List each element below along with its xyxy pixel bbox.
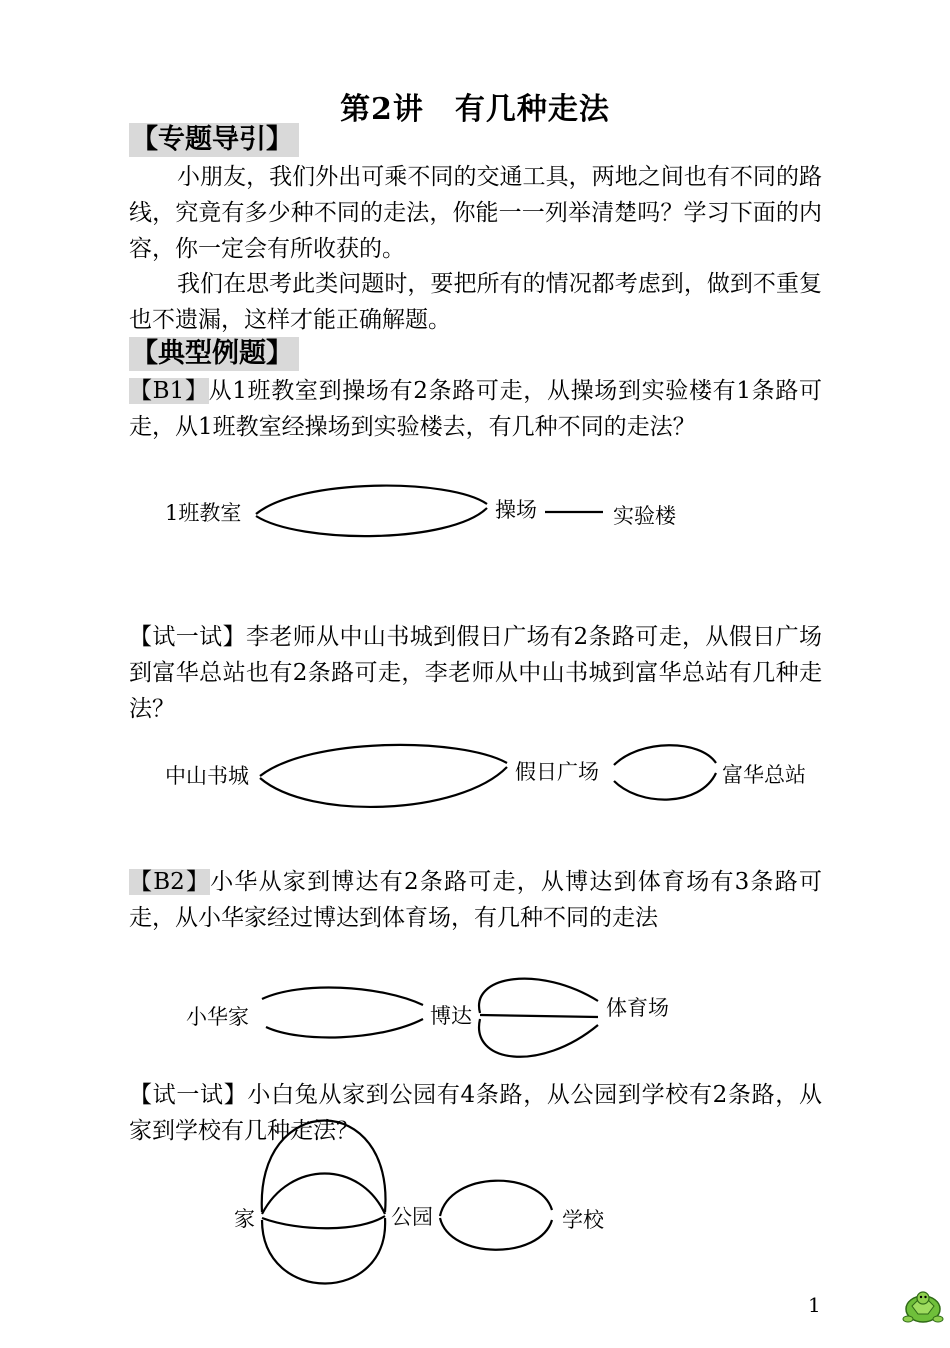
- route-line: [479, 979, 598, 1013]
- node-label: 公园: [391, 1205, 433, 1229]
- node-label: 假日广场: [515, 760, 599, 784]
- problem-b2: [129, 864, 822, 936]
- problem-tag: 【B1】: [129, 378, 209, 404]
- route-line: [479, 1019, 598, 1057]
- route-line: [266, 1019, 423, 1037]
- intro-paragraph-2: 我们在思考此类问题时，要把所有的情况都考虑到，做到不重复也不遗漏，这样才能正确解题。: [129, 271, 822, 333]
- turtle-icon: [900, 1288, 946, 1328]
- node-label: 博达: [430, 1004, 472, 1028]
- diagram-b2: [0, 965, 950, 1075]
- problem-b1: [129, 373, 822, 445]
- diagram-b1: [0, 470, 950, 560]
- problem-tag: 【B2】: [129, 869, 211, 895]
- route-line: [262, 1174, 385, 1215]
- diagram-try2: [0, 1120, 950, 1280]
- page-number: 1: [808, 1293, 821, 1317]
- problem-try1: [129, 619, 822, 727]
- route-line: [440, 1181, 552, 1216]
- problem-text: 小华从家到博达有2条路可走，从博达到体育场有3条路可走，从小华家经过博达到体育场，有几种不同的走法: [129, 869, 822, 931]
- node-label: 家: [234, 1207, 255, 1231]
- problem-text: 小白兔从家到公园有4条路，从公园到学校有2条路，从家到学校有几种走法？: [129, 1082, 822, 1144]
- node-label: 操场: [495, 498, 537, 522]
- route-line: [262, 988, 423, 1005]
- route-line: [614, 773, 716, 800]
- problem-tag: 【试一试】: [129, 1082, 248, 1108]
- route-line: [440, 1218, 552, 1250]
- problem-text: 从1班教室到操场有2条路可走，从操场到实验楼有1条路可走，从1班教室经操场到实验楼去，有几种不同的走法？: [129, 378, 822, 440]
- diagram-try1: [0, 735, 950, 815]
- page-title: 第2讲 有几种走法: [340, 92, 610, 127]
- route-line: [260, 745, 507, 776]
- intro-paragraph-1: 小朋友，我们外出可乘不同的交通工具，两地之间也有不同的路线，究竟有多少种不同的走法，你能一一列举清楚吗？学习下面的内容，你一定会有所收获的。: [129, 164, 822, 262]
- node-label: 学校: [562, 1208, 604, 1232]
- node-label: 中山书城: [165, 764, 249, 788]
- node-label: 富华总站: [722, 763, 806, 787]
- route-line: [262, 1216, 385, 1228]
- node-label: 1班教室: [165, 501, 242, 525]
- route-line: [256, 508, 487, 536]
- problem-tag: 【试一试】: [129, 624, 246, 650]
- route-line: [614, 745, 716, 765]
- route-line: [260, 767, 507, 807]
- section-heading-intro: 【专题导引】: [129, 123, 299, 157]
- node-label: 实验楼: [613, 504, 676, 528]
- route-line: [480, 1015, 598, 1017]
- node-label: 体育场: [606, 996, 669, 1020]
- route-line: [256, 486, 487, 514]
- route-line: [262, 1121, 386, 1213]
- problem-text: 李老师从中山书城到假日广场有2条路可走，从假日广场到富华总站也有2条路可走，李老师从中山书城到富华总站有几种走法？: [129, 624, 823, 722]
- node-label: 小华家: [186, 1005, 249, 1029]
- section-heading-examples: 【典型例题】: [129, 337, 299, 371]
